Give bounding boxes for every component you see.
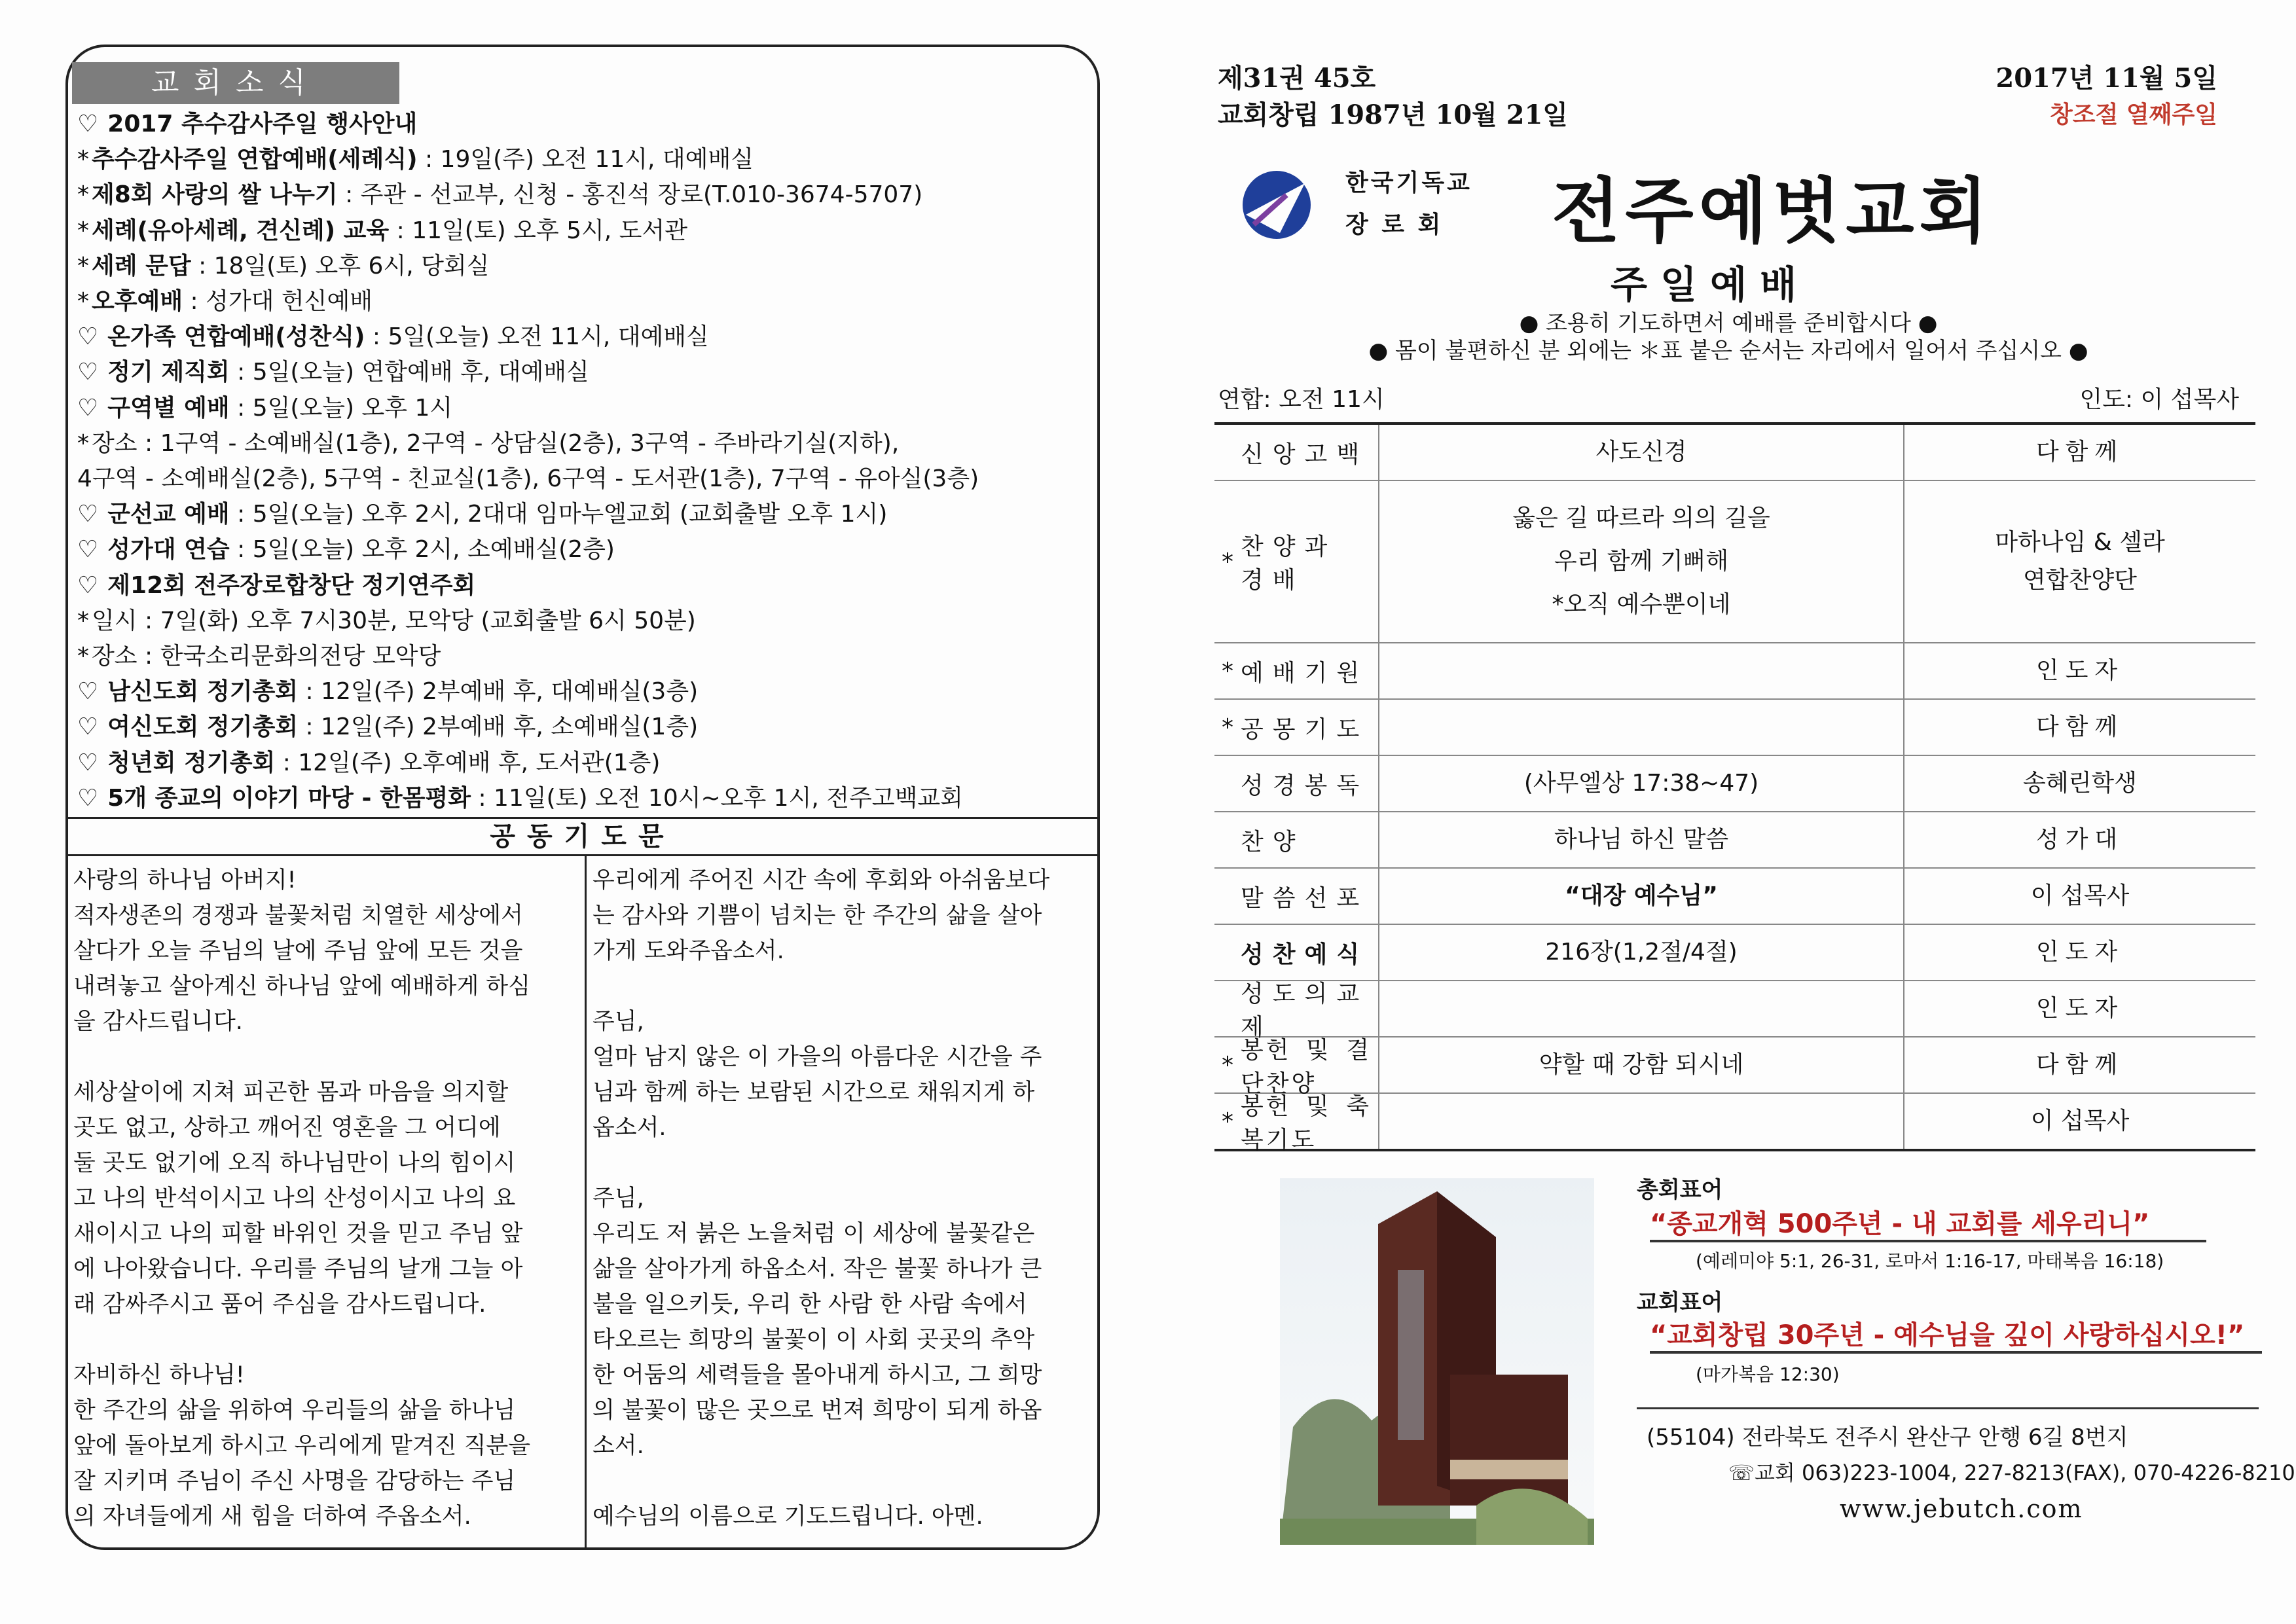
heart-icon: ♡ [77, 571, 99, 599]
order-row [1214, 756, 2255, 812]
heart-icon: ♡ [77, 111, 99, 137]
service-title: 주일예배 [1611, 262, 1810, 307]
standing-marker: * [1222, 1051, 1233, 1079]
news-item-text: : 5일(오늘) 오후 2시, 소예배실(2층) [229, 536, 615, 564]
notice-stand: ● 몸이 불편하신 분 외에는 ＊표 붙은 순서는 자리에서 일어서 주십시오 ● [1368, 338, 2088, 364]
order-item-name: 봉헌 및 축복기도 [1241, 1093, 1372, 1153]
prayer-paragraph: 주님, 우리도 저 붉은 노을처럼 이 세상에 불꽃같은 삶을 살아가게 하옵소서. 작은 불꽃 하나가 큰 불을 일으키듯, 우리 한 사람 한 사람 속에서 타오르는 희망의 불꽃이 이 사회 곳곳의 추악 한 어둠의 세력들을 몰아내게 하시고, 그 희망 의 불꽃이 많은 곳으로 번져 희망이 되게 하옵 소서. [592, 1185, 1042, 1459]
order-item-leader: 인도자 [2035, 657, 2124, 684]
news-item [77, 249, 1085, 284]
news-item [77, 497, 1085, 532]
news-item [77, 213, 1085, 249]
order-item-detail-line: 약할 때 강함 되시네 [1539, 1051, 1744, 1078]
news-item [77, 710, 1085, 745]
news-item-text: : 5일(오늘) 오후 2시, 2대대 임마누엘교회 (교회출발 오후 1시) [229, 501, 888, 528]
order-item-leader: 다함께 [2035, 1051, 2124, 1078]
news-item-heading: 여신도회 정기총회 [107, 713, 299, 741]
news-item-text: : 12일(주) 오후예배 후, 도서관(1층) [275, 749, 661, 776]
order-item-leader: 이 섭목사 [2030, 1108, 2130, 1134]
standing-marker: * [1222, 657, 1233, 685]
church-motto-underline [1650, 1351, 2262, 1354]
order-row [1214, 1093, 2255, 1153]
news-item-text: : 5일(오늘) 연합예배 후, 대예배실 [229, 359, 589, 386]
news-item [77, 391, 1085, 426]
column-divider [1378, 643, 1379, 698]
news-item [77, 674, 1085, 710]
prayer-paragraph: 자비하신 하나님! 한 주간의 삶을 위하여 우리들의 삶을 하나님 앞에 돌아보게 하시고 우리에게 맡겨진 직분을 잘 지키며 주님이 주신 사명을 감당하는 주님 의 자녀들에게 새 힘을 더하여 주옵소서. [73, 1362, 531, 1530]
heart-icon: ♡ [77, 501, 99, 528]
bulletin-date-block [1995, 60, 2217, 134]
denomination-line-1: 한국기독교 [1345, 170, 1472, 196]
order-row [1214, 812, 2255, 869]
prayer-paragraph: 우리에게 주어진 시간 속에 후회와 아쉬움보다 는 감사와 기쁨이 넘치는 한 주간의 삶을 살아 가게 도와주옵소서. [592, 867, 1050, 964]
asterisk-icon: * [77, 288, 89, 316]
order-item-detail [1379, 762, 1903, 805]
news-item-text: : 5일(오늘) 오후 1시 [229, 394, 453, 422]
order-item-name: 봉헌 및 결단찬양 [1241, 1037, 1372, 1097]
address-divider [1637, 1407, 2259, 1409]
founded-date: 교회창립 1987년 10월 21일 [1218, 99, 1568, 130]
heart-icon: ♡ [77, 323, 99, 351]
order-row [1214, 425, 2255, 481]
order-item-detail [1379, 818, 1903, 861]
order-item-detail-line: “대장 예수님” [1565, 882, 1718, 909]
order-item-name: 예배기원 [1241, 659, 1369, 687]
standing-marker: * [1222, 548, 1233, 575]
news-item-text: 4구역 - 소예배실(2층), 5구역 - 친교실(1층), 6구역 - 도서관(1층), 7구역 - 유아실(3층) [77, 465, 979, 493]
news-item-heading: 2017 추수감사주일 행사안내 [107, 111, 418, 137]
general-motto-underline [1650, 1240, 2206, 1242]
issue-info [1218, 60, 1568, 134]
heart-icon: ♡ [77, 536, 99, 564]
news-item [77, 319, 1085, 355]
order-row [1214, 981, 2255, 1041]
heart-icon: ♡ [77, 784, 99, 812]
order-item-leader: 다함께 [2035, 713, 2124, 740]
order-row [1214, 643, 2255, 700]
news-item-text: : 18일(토) 오후 6시, 당회실 [191, 252, 490, 280]
order-item-name: 성경봉독 [1241, 772, 1369, 799]
news-item-text: 장소 : 1구역 - 소예배실(1층), 2구역 - 상담실(2층), 3구역 - 주바라기실(지하), [92, 429, 900, 457]
order-item-detail-line: 옳은 길 따르라 의의 길을 [1512, 505, 1770, 532]
general-motto: “종교개혁 500주년 - 내 교회를 세우리니” [1650, 1209, 2150, 1239]
news-item-text: : 11일(토) 오후 5시, 도서관 [389, 217, 687, 244]
notice-prepare: ● 조용히 기도하면서 예배를 준비합시다 ● [1519, 310, 1938, 336]
news-item-text: : 주관 - 선교부, 신청 - 홍진석 장로(T.010-3674-5707) [337, 181, 923, 209]
news-item [77, 461, 1085, 497]
news-item-heading: 제8회 사랑의 쌀 나누기 [92, 181, 338, 209]
order-item-detail [1379, 431, 1903, 474]
order-item-name: 신앙고백 [1241, 441, 1369, 468]
news-item [77, 142, 1085, 177]
church-name: 전주예벗교회 [1552, 171, 1993, 253]
news-item-text: : 12일(주) 2부예배 후, 대예배실(3층) [298, 678, 699, 706]
news-item-text: : 성가대 헌신예배 [183, 288, 373, 316]
asterisk-icon: * [77, 252, 89, 280]
general-motto-reference: (예레미야 5:1, 26-31, 로마서 1:16-17, 마태복음 16:18) [1696, 1250, 2164, 1272]
prayer-paragraph: 주님, 얼마 남지 않은 이 가을의 아름다운 시간을 주 님과 함께 하는 보람된 시간으로 채워지게 하 옵소서. [592, 1009, 1042, 1141]
order-of-worship-table [1214, 422, 2255, 1151]
news-item-heading: 군선교 예배 [107, 501, 230, 528]
order-item-leader: 성가대 [2035, 826, 2124, 853]
order-item-leader: 송혜린학생 [2023, 770, 2137, 797]
order-item-name: 공몽기도 [1241, 715, 1369, 743]
news-item-text: : 11일(토) 오전 10시~오후 1시, 전주고백교회 [471, 784, 963, 812]
heart-icon: ♡ [77, 713, 99, 741]
news-item [77, 284, 1085, 319]
prayer-title: 공동기도문 [65, 817, 1100, 856]
order-item-detail [1379, 497, 1903, 626]
column-divider [1378, 981, 1379, 1036]
order-item-detail-line: (사무엘상 17:38~47) [1523, 770, 1759, 797]
order-item-detail [1379, 1043, 1903, 1087]
denomination-line-2: 장 로 회 [1345, 211, 1444, 238]
news-item-heading: 정기 제직회 [107, 359, 230, 386]
news-item-text: : 12일(주) 2부예배 후, 소예배실(1층) [298, 713, 699, 741]
news-item-heading: 추수감사주일 연합예배(세례식) [92, 146, 418, 173]
heart-icon: ♡ [77, 394, 99, 422]
asterisk-icon: * [77, 607, 89, 634]
news-item [77, 107, 1085, 142]
volume-number: 제31권 45호 [1218, 63, 1376, 94]
church-motto: “교회창립 30주년 - 예수님을 깊이 사랑하십시오!” [1650, 1320, 2245, 1350]
service-time: 연합: 오전 11시 [1218, 386, 1385, 413]
order-item-detail [1379, 875, 1903, 918]
news-item [77, 604, 1085, 639]
prayer-paragraph: 사랑의 하나님 아버지! 적자생존의 경쟁과 불꽃처럼 치열한 세상에서 살다가 오늘 주님의 날에 주님 앞에 모든 것을 내려놓고 살아계신 하나님 앞에 예배하게 하심 을 감사드립니다. [73, 867, 531, 1035]
standing-marker: * [1222, 1108, 1233, 1135]
order-item-name: 말씀선포 [1241, 884, 1369, 912]
order-item-detail-line: *오직 예수뿐이네 [1552, 591, 1731, 618]
asterisk-icon: * [77, 643, 89, 670]
asterisk-icon: * [77, 146, 89, 173]
asterisk-icon: * [77, 217, 89, 244]
liturgical-season: 창조절 열째주일 [2050, 101, 2217, 128]
order-item-leader: 마하나임 & 셀라 연합찬양단 [1995, 529, 2165, 594]
church-website[interactable]: www.jebutch.com [1840, 1494, 2083, 1523]
news-item [77, 746, 1085, 781]
news-item-heading: 구역별 예배 [107, 394, 230, 422]
bulletin-date: 2017년 11월 5일 [1995, 63, 2217, 94]
order-item-detail-line: 하나님 하신 말씀 [1554, 826, 1729, 853]
heart-icon: ♡ [77, 359, 99, 386]
news-item-heading: 온가족 연합예배(성찬식) [107, 323, 365, 351]
news-title: 교회소식 [72, 62, 399, 104]
news-item-heading: 오후예배 [92, 288, 183, 316]
news-item-heading: 제12회 전주장로합창단 정기연주회 [107, 571, 476, 599]
order-item-detail-line: 우리 함께 기뻐해 [1554, 548, 1729, 575]
news-item [77, 781, 1085, 816]
service-info-row [1218, 381, 2239, 414]
heart-icon: ♡ [77, 749, 99, 776]
order-item-name: 성찬예식 [1241, 941, 1369, 968]
order-row [1214, 1037, 2255, 1097]
news-item [77, 639, 1085, 674]
church-motto-label: 교회표어 [1637, 1290, 1723, 1316]
church-phone: ☏교회 063)223-1004, 227-8213(FAX), 070-4226-8210 [1728, 1460, 2295, 1485]
order-item-leader: 인도자 [2035, 939, 2124, 965]
order-item-leader: 인도자 [2035, 995, 2124, 1022]
standing-marker: * [1222, 713, 1233, 741]
column-divider [1378, 1094, 1379, 1149]
news-item-heading: 남신도회 정기총회 [107, 678, 299, 706]
prayer-column-left [73, 863, 577, 1570]
order-item-name: 찬양 [1241, 828, 1305, 856]
order-item-name: 성도의교제 [1241, 981, 1369, 1041]
news-item [77, 568, 1085, 604]
heart-icon: ♡ [77, 678, 99, 706]
order-row [1214, 925, 2255, 981]
news-item-text: 장소 : 한국소리문화의전당 모악당 [92, 643, 441, 670]
news-item-heading: 5개 종교의 이야기 마당 - 한몸평화 [107, 784, 471, 812]
church-building-image [1280, 1178, 1594, 1545]
news-item [77, 532, 1085, 568]
news-item-heading: 청년회 정기총회 [107, 749, 276, 776]
asterisk-icon: * [77, 181, 89, 209]
news-list [77, 107, 1085, 816]
news-item [77, 177, 1085, 213]
service-leader: 인도: 이 섭목사 [2079, 386, 2239, 413]
news-item [77, 355, 1085, 390]
news-item-text: : 5일(오늘) 오전 11시, 대예배실 [365, 323, 709, 351]
news-item-text: : 19일(주) 오전 11시, 대예배실 [417, 146, 754, 173]
order-item-detail-line: 216장(1,2절/4절) [1545, 939, 1738, 965]
order-item-name: 찬양과 경배 [1241, 533, 1337, 594]
general-motto-label: 총회표어 [1637, 1177, 1723, 1203]
church-address: (55104) 전라북도 전주시 완산구 안행 6길 8번지 [1647, 1424, 2128, 1451]
news-item [77, 426, 1085, 461]
church-logo-icon [1241, 169, 1313, 241]
order-item-detail-line: 사도신경 [1595, 439, 1687, 465]
prayer-column-right [592, 863, 1093, 1570]
news-item-heading: 성가대 연습 [107, 536, 230, 564]
order-item-leader: 이 섭목사 [2030, 882, 2130, 909]
order-item-leader: 다함께 [2035, 439, 2124, 465]
denomination [1345, 162, 1472, 246]
news-item-heading: 세례 문답 [92, 252, 191, 280]
asterisk-icon: * [77, 429, 89, 457]
news-item-heading: 세례(유아세례, 견신례) 교육 [92, 217, 390, 244]
order-row [1214, 700, 2255, 756]
column-divider [1378, 700, 1379, 755]
order-row [1214, 869, 2255, 925]
news-item-text: 일시 : 7일(화) 오후 7시30분, 모악당 (교회출발 6시 50분) [92, 607, 696, 634]
prayer-paragraph: 예수님의 이름으로 기도드립니다. 아멘. [592, 1504, 983, 1530]
church-motto-reference: (마가복음 12:30) [1696, 1363, 1840, 1385]
order-row [1214, 481, 2255, 643]
prayer-paragraph: 세상살이에 지쳐 피곤한 몸과 마음을 의지할 곳도 없고, 상하고 깨어진 영혼을 그 어디에 둘 곳도 없기에 오직 하나님만이 나의 힘이시 고 나의 반석이시고 나의 산성이시고 나의 요 새이시고 나의 피할 바위인 것을 믿고 주님 앞 에 나아왔습니다. 우리를 주님의 날개 그늘 아 래 감싸주시고 품어 주심을 감사드립니다. [73, 1079, 523, 1318]
prayer-column-divider [585, 856, 587, 1550]
order-item-detail [1379, 931, 1903, 974]
